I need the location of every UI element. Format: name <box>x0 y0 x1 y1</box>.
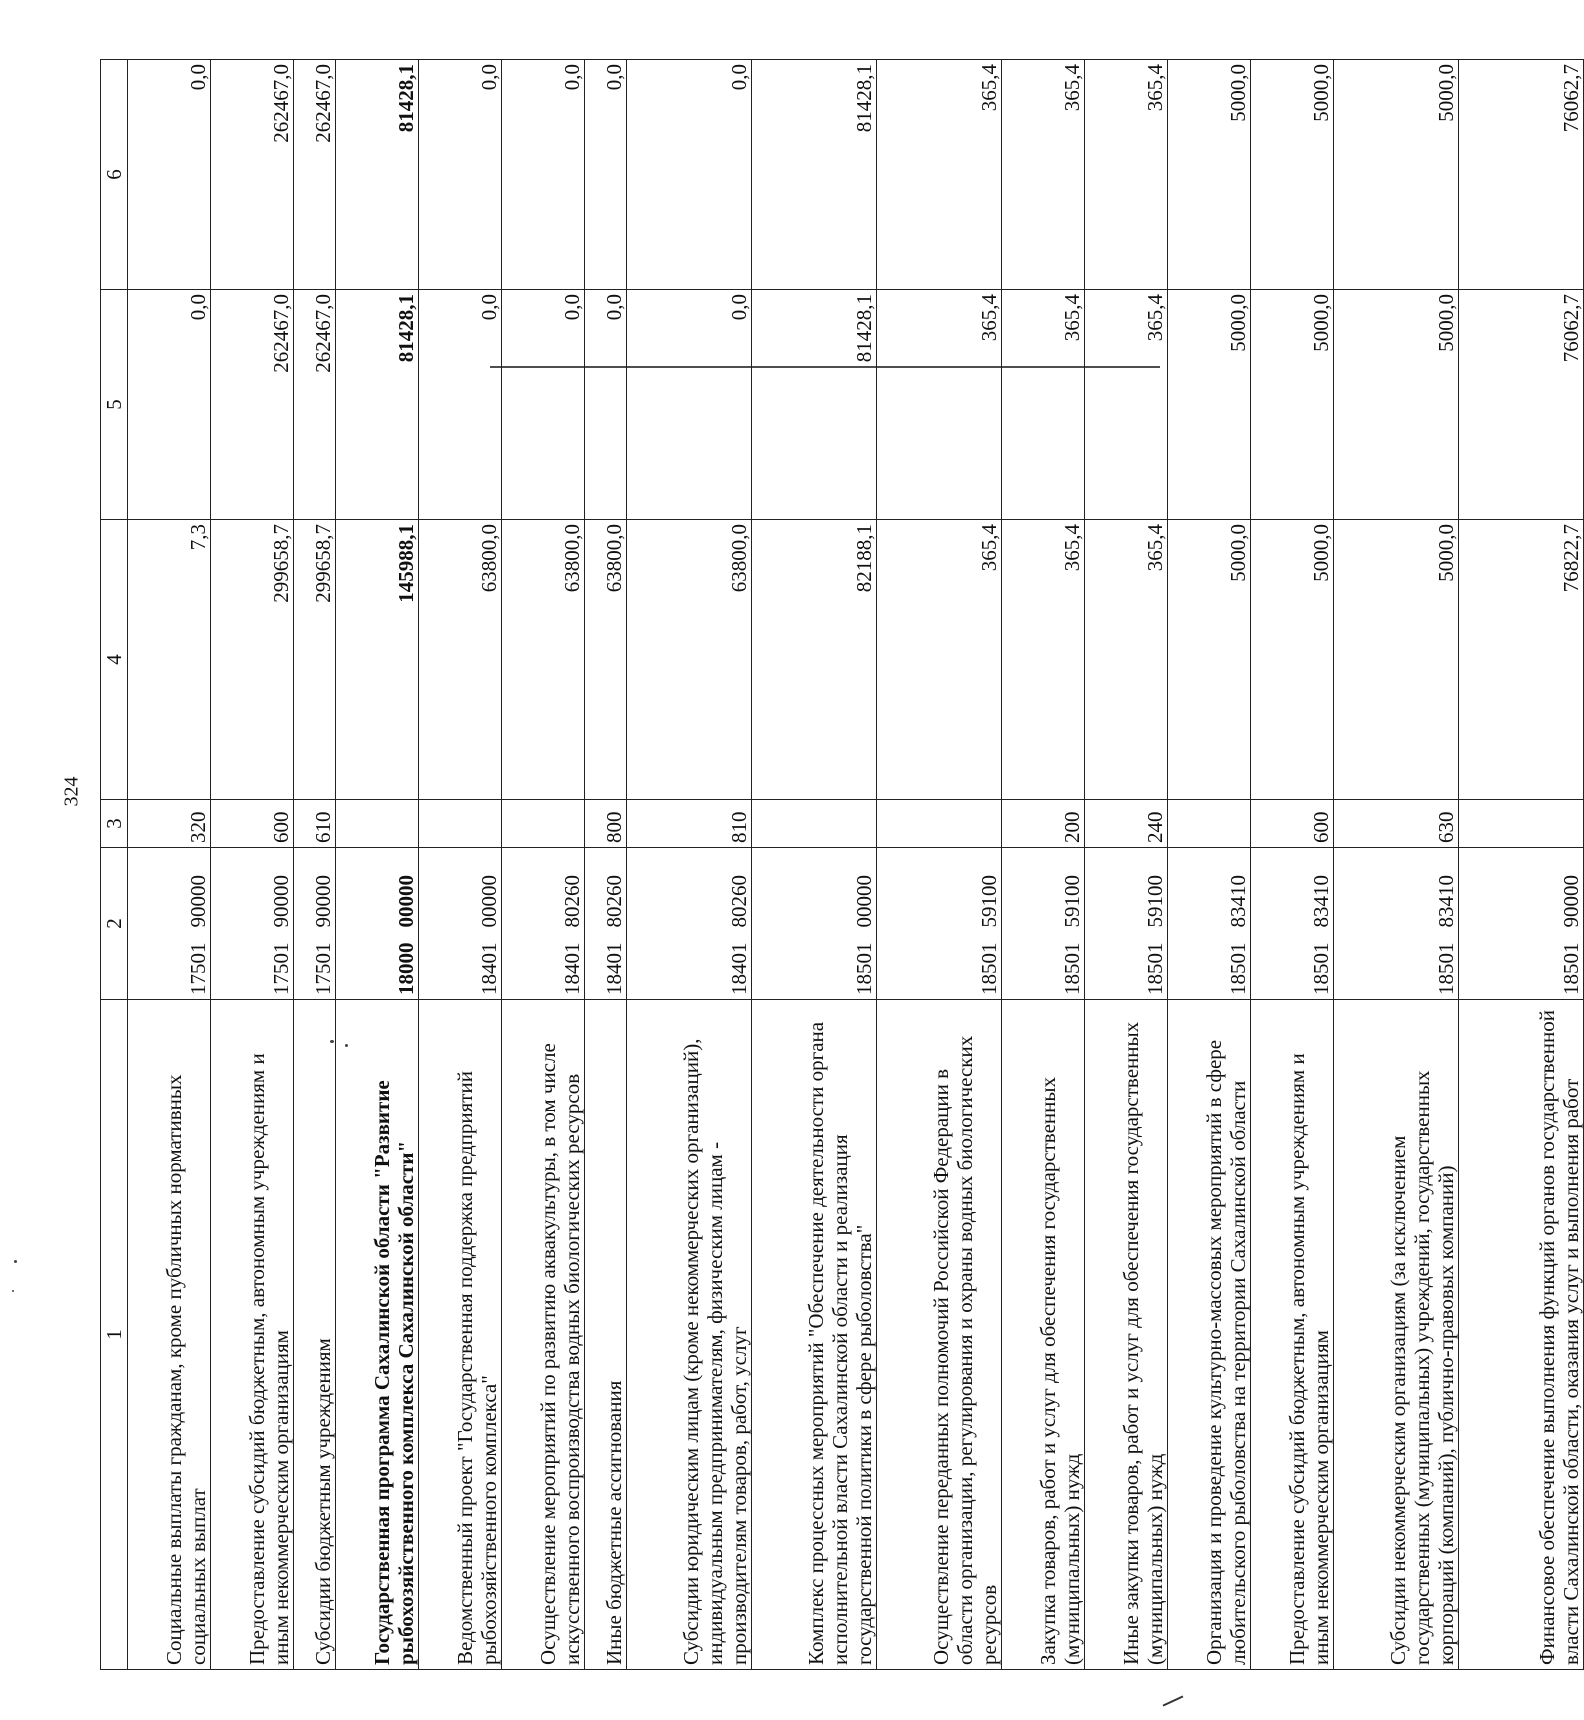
amount-column-4: 82188,1 <box>752 520 877 800</box>
row-description: Иные бюджетные ассигнования <box>585 1000 627 1670</box>
expense-type-code: 240 <box>1085 800 1168 848</box>
amount-column-4: 5000,0 <box>1251 520 1334 800</box>
expense-type-code: 630 <box>1334 800 1459 848</box>
amount-column-4: 5000,0 <box>1334 520 1459 800</box>
header-cell: 2 <box>101 848 128 1000</box>
row-description: Государственная программа Сахалинской области "Развитие рыбохозяйственного комплекса Сахалинской области" <box>336 1000 419 1670</box>
expense-type-code: 610 <box>294 800 336 848</box>
amount-column-4: 365,4 <box>1002 520 1085 800</box>
table-row <box>128 60 211 1670</box>
amount-column-5: 0,0 <box>502 290 585 520</box>
amount-column-6: 0,0 <box>502 60 585 290</box>
amount-column-5: 0,0 <box>585 290 627 520</box>
amount-column-4: 7,3 <box>128 520 211 800</box>
page-number: 324 <box>60 776 83 807</box>
expense-type-code <box>336 800 419 848</box>
amount-column-5: 262467,0 <box>294 290 336 520</box>
row-description: Ведомственный проект "Государственная поддержка предприятий рыбохозяйственного комплекса" <box>419 1000 502 1670</box>
target-article-code: 18000 <box>336 928 419 1000</box>
target-article-code: 18501 <box>1085 928 1168 1000</box>
table-row <box>1168 60 1251 1670</box>
amount-column-6: 262467,0 <box>294 60 336 290</box>
expense-type-code: 600 <box>1251 800 1334 848</box>
amount-column-6: 0,0 <box>585 60 627 290</box>
amount-column-6: 262467,0 <box>211 60 294 290</box>
row-description: Субсидии некоммерческим организациям (за исключением государственных (муниципальных) учреждений, государственных корпораций (компаний), публично-правовых компаний) <box>1334 1000 1459 1670</box>
row-description: Социальные выплаты гражданам, кроме публичных нормативных социальных выплат <box>128 1000 211 1670</box>
amount-column-5: 0,0 <box>627 290 752 520</box>
target-article-subcode: 90000 <box>211 848 294 928</box>
target-article-subcode: 80260 <box>585 848 627 928</box>
amount-column-6: 5000,0 <box>1251 60 1334 290</box>
target-article-subcode: 59100 <box>1002 848 1085 928</box>
table-row <box>1085 60 1168 1670</box>
amount-column-4: 299658,7 <box>294 520 336 800</box>
expense-type-code <box>752 800 877 848</box>
table-row <box>877 60 1002 1670</box>
target-article-code: 18501 <box>752 928 877 1000</box>
amount-column-4: 365,4 <box>1085 520 1168 800</box>
scan-speck <box>14 1260 17 1263</box>
target-article-code: 18401 <box>627 928 752 1000</box>
amount-column-5: 81428,1 <box>336 290 419 520</box>
amount-column-5: 365,4 <box>877 290 1002 520</box>
amount-column-5: 5000,0 <box>1168 290 1251 520</box>
table-row <box>211 60 294 1670</box>
amount-column-4: 145988,1 <box>336 520 419 800</box>
target-article-code: 18401 <box>502 928 585 1000</box>
expense-type-code: 600 <box>211 800 294 848</box>
header-cell: 6 <box>101 60 128 290</box>
pen-mark <box>1163 1695 1184 1706</box>
amount-column-6: 81428,1 <box>752 60 877 290</box>
target-article-code: 18501 <box>877 928 1002 1000</box>
target-article-subcode: 83410 <box>1168 848 1251 928</box>
expense-type-code: 320 <box>128 800 211 848</box>
target-article-subcode: 83410 <box>1334 848 1459 928</box>
header-row <box>101 60 128 1670</box>
table-row <box>1251 60 1334 1670</box>
rotated-table-container <box>100 60 1583 1670</box>
table-row <box>502 60 585 1670</box>
table-row <box>1334 60 1459 1670</box>
amount-column-6: 365,4 <box>1085 60 1168 290</box>
expense-type-code <box>419 800 502 848</box>
expense-type-code <box>1168 800 1251 848</box>
target-article-code: 18501 <box>1168 928 1251 1000</box>
table-row <box>294 60 336 1670</box>
row-description: Закупка товаров, работ и услуг для обеспечения государственных (муниципальных) нужд <box>1002 1000 1085 1670</box>
target-article-code: 18401 <box>585 928 627 1000</box>
target-article-subcode: 59100 <box>877 848 1002 928</box>
table-row <box>336 60 419 1670</box>
budget-table <box>100 59 1584 1670</box>
expense-type-code <box>877 800 1002 848</box>
row-description: Предоставление субсидий бюджетным, автономным учреждениям и иным некоммерческим организациям <box>1251 1000 1334 1670</box>
target-article-subcode: 00000 <box>419 848 502 928</box>
expense-type-code <box>1459 800 1584 848</box>
target-article-subcode: 00000 <box>336 848 419 928</box>
target-article-code: 18501 <box>1334 928 1459 1000</box>
target-article-code: 18501 <box>1251 928 1334 1000</box>
expense-type-code: 200 <box>1002 800 1085 848</box>
target-article-subcode: 83410 <box>1251 848 1334 928</box>
table-row <box>752 60 877 1670</box>
table-row <box>1002 60 1085 1670</box>
target-article-subcode: 00000 <box>752 848 877 928</box>
row-description: Предоставление субсидий бюджетным, автономным учреждениям и иным некоммерческим организациям <box>211 1000 294 1670</box>
target-article-subcode: 59100 <box>1085 848 1168 928</box>
amount-column-6: 365,4 <box>1002 60 1085 290</box>
row-description: Финансовое обеспечение выполнения функций органов государственной власти Сахалинской области, оказания услуг и выполнения работ <box>1459 1000 1584 1670</box>
scan-speck <box>12 1290 14 1292</box>
target-article-code: 18501 <box>1002 928 1085 1000</box>
target-article-subcode: 80260 <box>502 848 585 928</box>
header-cell: 4 <box>101 520 128 800</box>
amount-column-5: 365,4 <box>1002 290 1085 520</box>
row-description: Организация и проведение культурно-массовых мероприятий в сфере любительского рыболовства на территории Сахалинской области <box>1168 1000 1251 1670</box>
target-article-code: 17501 <box>294 928 336 1000</box>
amount-column-5: 81428,1 <box>752 290 877 520</box>
amount-column-4: 299658,7 <box>211 520 294 800</box>
header-cell: 3 <box>101 800 128 848</box>
amount-column-6: 0,0 <box>128 60 211 290</box>
header-cell: 1 <box>101 1000 128 1670</box>
target-article-code: 17501 <box>211 928 294 1000</box>
target-article-subcode: 90000 <box>128 848 211 928</box>
amount-column-4: 5000,0 <box>1168 520 1251 800</box>
amount-column-6: 76062,7 <box>1459 60 1584 290</box>
expense-type-code: 800 <box>585 800 627 848</box>
table-row <box>627 60 752 1670</box>
expense-type-code: 810 <box>627 800 752 848</box>
row-description: Осуществление мероприятий по развитию аквакультуры, в том числе искусственного воспроизводства водных биологических ресурсов <box>502 1000 585 1670</box>
amount-column-5: 5000,0 <box>1334 290 1459 520</box>
amount-column-6: 0,0 <box>419 60 502 290</box>
row-description: Осуществление переданных полномочий Российской Федерации в области организации, регулирования и охраны водных биологических ресурсов <box>877 1000 1002 1670</box>
table-row <box>1459 60 1584 1670</box>
table-row <box>419 60 502 1670</box>
table-row <box>585 60 627 1670</box>
target-article-subcode: 90000 <box>1459 848 1584 928</box>
expense-type-code <box>502 800 585 848</box>
amount-column-6: 81428,1 <box>336 60 419 290</box>
target-article-subcode: 80260 <box>627 848 752 928</box>
amount-column-4: 76822,7 <box>1459 520 1584 800</box>
header-cell: 5 <box>101 290 128 520</box>
amount-column-5: 365,4 <box>1085 290 1168 520</box>
amount-column-6: 365,4 <box>877 60 1002 290</box>
row-description: Иные закупки товаров, работ и услуг для обеспечения государственных (муниципальных) нужд <box>1085 1000 1168 1670</box>
amount-column-6: 5000,0 <box>1334 60 1459 290</box>
amount-column-5: 76062,7 <box>1459 290 1584 520</box>
amount-column-6: 0,0 <box>627 60 752 290</box>
amount-column-4: 365,4 <box>877 520 1002 800</box>
amount-column-5: 262467,0 <box>211 290 294 520</box>
amount-column-4: 63800,0 <box>502 520 585 800</box>
row-description: Субсидии бюджетным учреждениям <box>294 1000 336 1670</box>
amount-column-6: 5000,0 <box>1168 60 1251 290</box>
target-article-code: 18501 <box>1459 928 1584 1000</box>
amount-column-4: 63800,0 <box>419 520 502 800</box>
amount-column-5: 0,0 <box>128 290 211 520</box>
target-article-code: 17501 <box>128 928 211 1000</box>
row-description: Комплекс процессных мероприятий "Обеспечение деятельности органа исполнительной власти Сахалинской области и реализация государственной политики в сфере рыболовства" <box>752 1000 877 1670</box>
amount-column-5: 5000,0 <box>1251 290 1334 520</box>
amount-column-5: 0,0 <box>419 290 502 520</box>
amount-column-4: 63800,0 <box>585 520 627 800</box>
row-description: Субсидии юридическим лицам (кроме некоммерческих организаций), индивидуальным предпринимателям, физическим лицам - производителям товаров, работ, услуг <box>627 1000 752 1670</box>
amount-column-4: 63800,0 <box>627 520 752 800</box>
target-article-subcode: 90000 <box>294 848 336 928</box>
target-article-code: 18401 <box>419 928 502 1000</box>
